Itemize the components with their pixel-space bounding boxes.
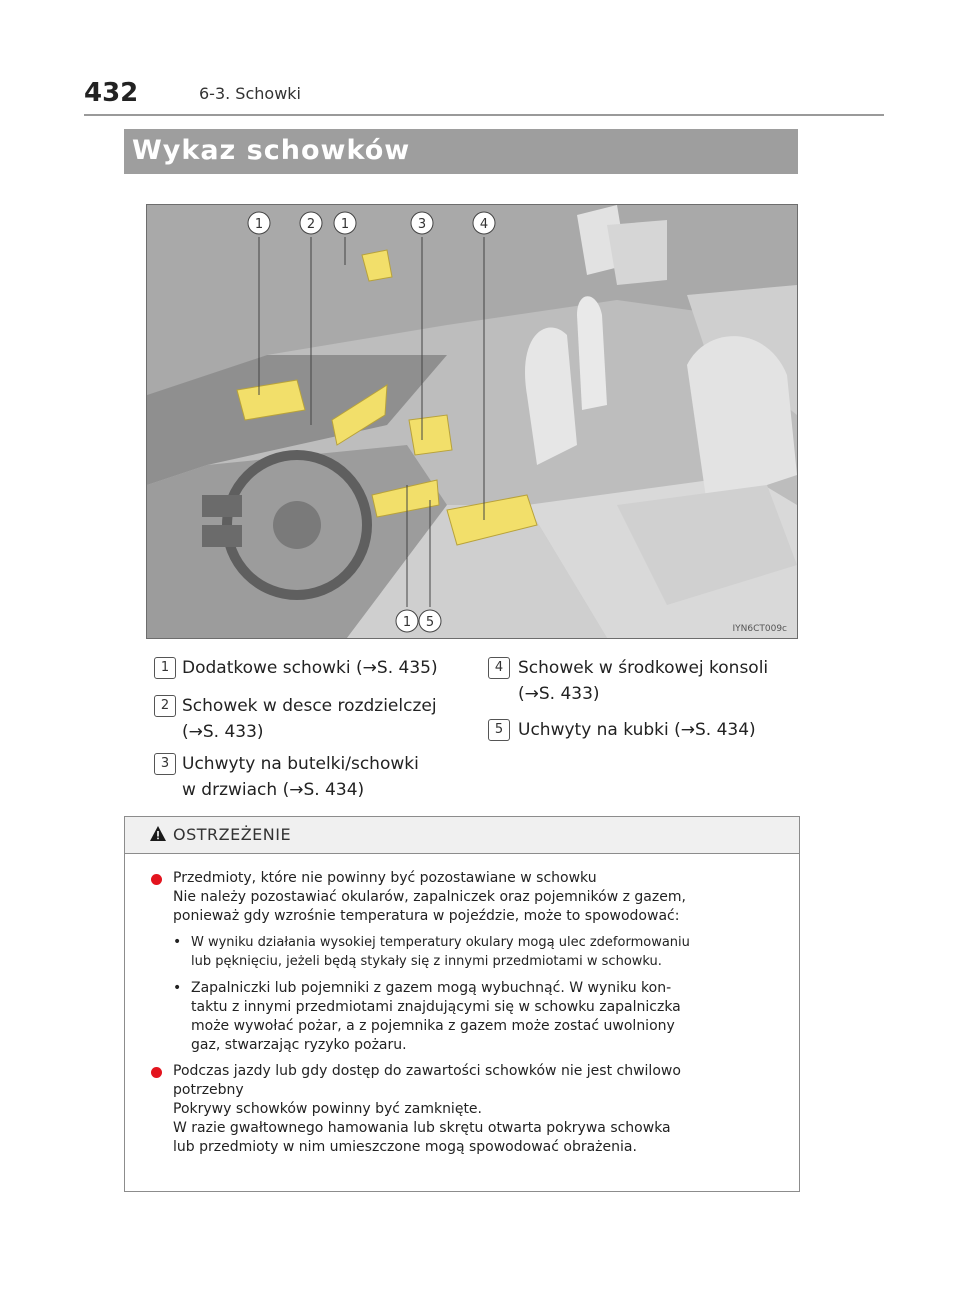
legend-number: 4	[488, 657, 510, 679]
legend-item	[146, 693, 456, 745]
page-header	[84, 78, 884, 114]
legend-text: Dodatkowe schowki (→S. 435)	[182, 658, 438, 678]
warning-line: Przedmioty, które nie powinny być pozostawiane w schowku	[173, 870, 597, 886]
legend	[146, 655, 796, 800]
callout-label: 1	[254, 217, 264, 232]
legend-text: Schowek w środkowej konsoli	[518, 658, 769, 678]
callout-label: 1	[402, 615, 412, 630]
sub-bullet-icon: •	[173, 980, 182, 996]
warning-line: może wywołać pożar, a z pojemnika z gazem może zostać uwolniony	[191, 1018, 675, 1034]
warning-line: Nie należy pozostawiać okularów, zapalniczek oraz pojemników z gazem,	[173, 889, 686, 905]
warning-line: lub przedmioty w nim umieszczone mogą spowodować obrażenia.	[173, 1139, 637, 1155]
header-divider	[84, 114, 884, 116]
page-number: 432	[84, 78, 139, 108]
section-title: 6-3. Schowki	[199, 84, 301, 103]
warning-line: taktu z innymi przedmiotami znajdującymi się w schowku zapalniczka	[191, 999, 681, 1015]
callout-label: 3	[417, 217, 427, 232]
car-interior-figure	[146, 204, 798, 639]
page-title: Wykaz schowków	[132, 135, 411, 166]
image-code: IYN6CT009c	[732, 624, 787, 634]
callout-label: 5	[425, 615, 435, 630]
warning-icon	[149, 825, 167, 842]
car-interior-illustration	[147, 205, 797, 638]
legend-item	[146, 655, 456, 681]
legend-text: Uchwyty na butelki/schowki	[182, 754, 419, 774]
warning-line: ponieważ gdy wzrośnie temperatura w pojeździe, może to spowodować:	[173, 908, 680, 924]
legend-text: Schowek w desce rozdzielczej	[182, 696, 437, 716]
callout-label: 1	[340, 217, 350, 232]
legend-text: Uchwyty na kubki (→S. 434)	[518, 720, 756, 740]
callout-label: 2	[306, 217, 316, 232]
legend-text: w drzwiach (→S. 434)	[182, 780, 365, 800]
warning-line: Pokrywy schowków powinny być zamknięte.	[173, 1101, 482, 1117]
bullet-icon	[151, 874, 162, 885]
warning-line: Podczas jazdy lub gdy dostęp do zawartości schowków nie jest chwilowo	[173, 1063, 681, 1079]
warning-line: lub pęknięciu, jeżeli będą stykały się z innymi przedmiotami w schowku.	[191, 954, 662, 969]
title-bar	[124, 129, 798, 174]
warning-header	[125, 817, 799, 854]
legend-number: 2	[154, 695, 176, 717]
legend-number: 5	[488, 719, 510, 741]
callout-label: 4	[479, 217, 489, 232]
legend-text: (→S. 433)	[518, 684, 600, 704]
sub-bullet-icon: •	[173, 934, 182, 950]
warning-box	[124, 816, 800, 1192]
legend-number: 1	[154, 657, 176, 679]
warning-line: Zapalniczki lub pojemniki z gazem mogą wybuchnąć. W wyniku kon-	[191, 980, 672, 996]
warning-line: W wyniku działania wysokiej temperatury okulary mogą ulec zdeformowaniu	[191, 935, 690, 950]
legend-item	[146, 751, 456, 803]
warning-line: W razie gwałtownego hamowania lub skrętu otwarta pokrywa schowka	[173, 1120, 671, 1136]
bullet-icon	[151, 1067, 162, 1078]
warning-line: potrzebny	[173, 1082, 244, 1098]
warning-line: gaz, stwarzając ryzyko pożaru.	[191, 1037, 407, 1053]
legend-text: (→S. 433)	[182, 722, 264, 742]
legend-item	[488, 655, 796, 707]
legend-number: 3	[154, 753, 176, 775]
legend-item	[488, 717, 796, 743]
warning-heading: OSTRZEŻENIE	[173, 825, 292, 844]
